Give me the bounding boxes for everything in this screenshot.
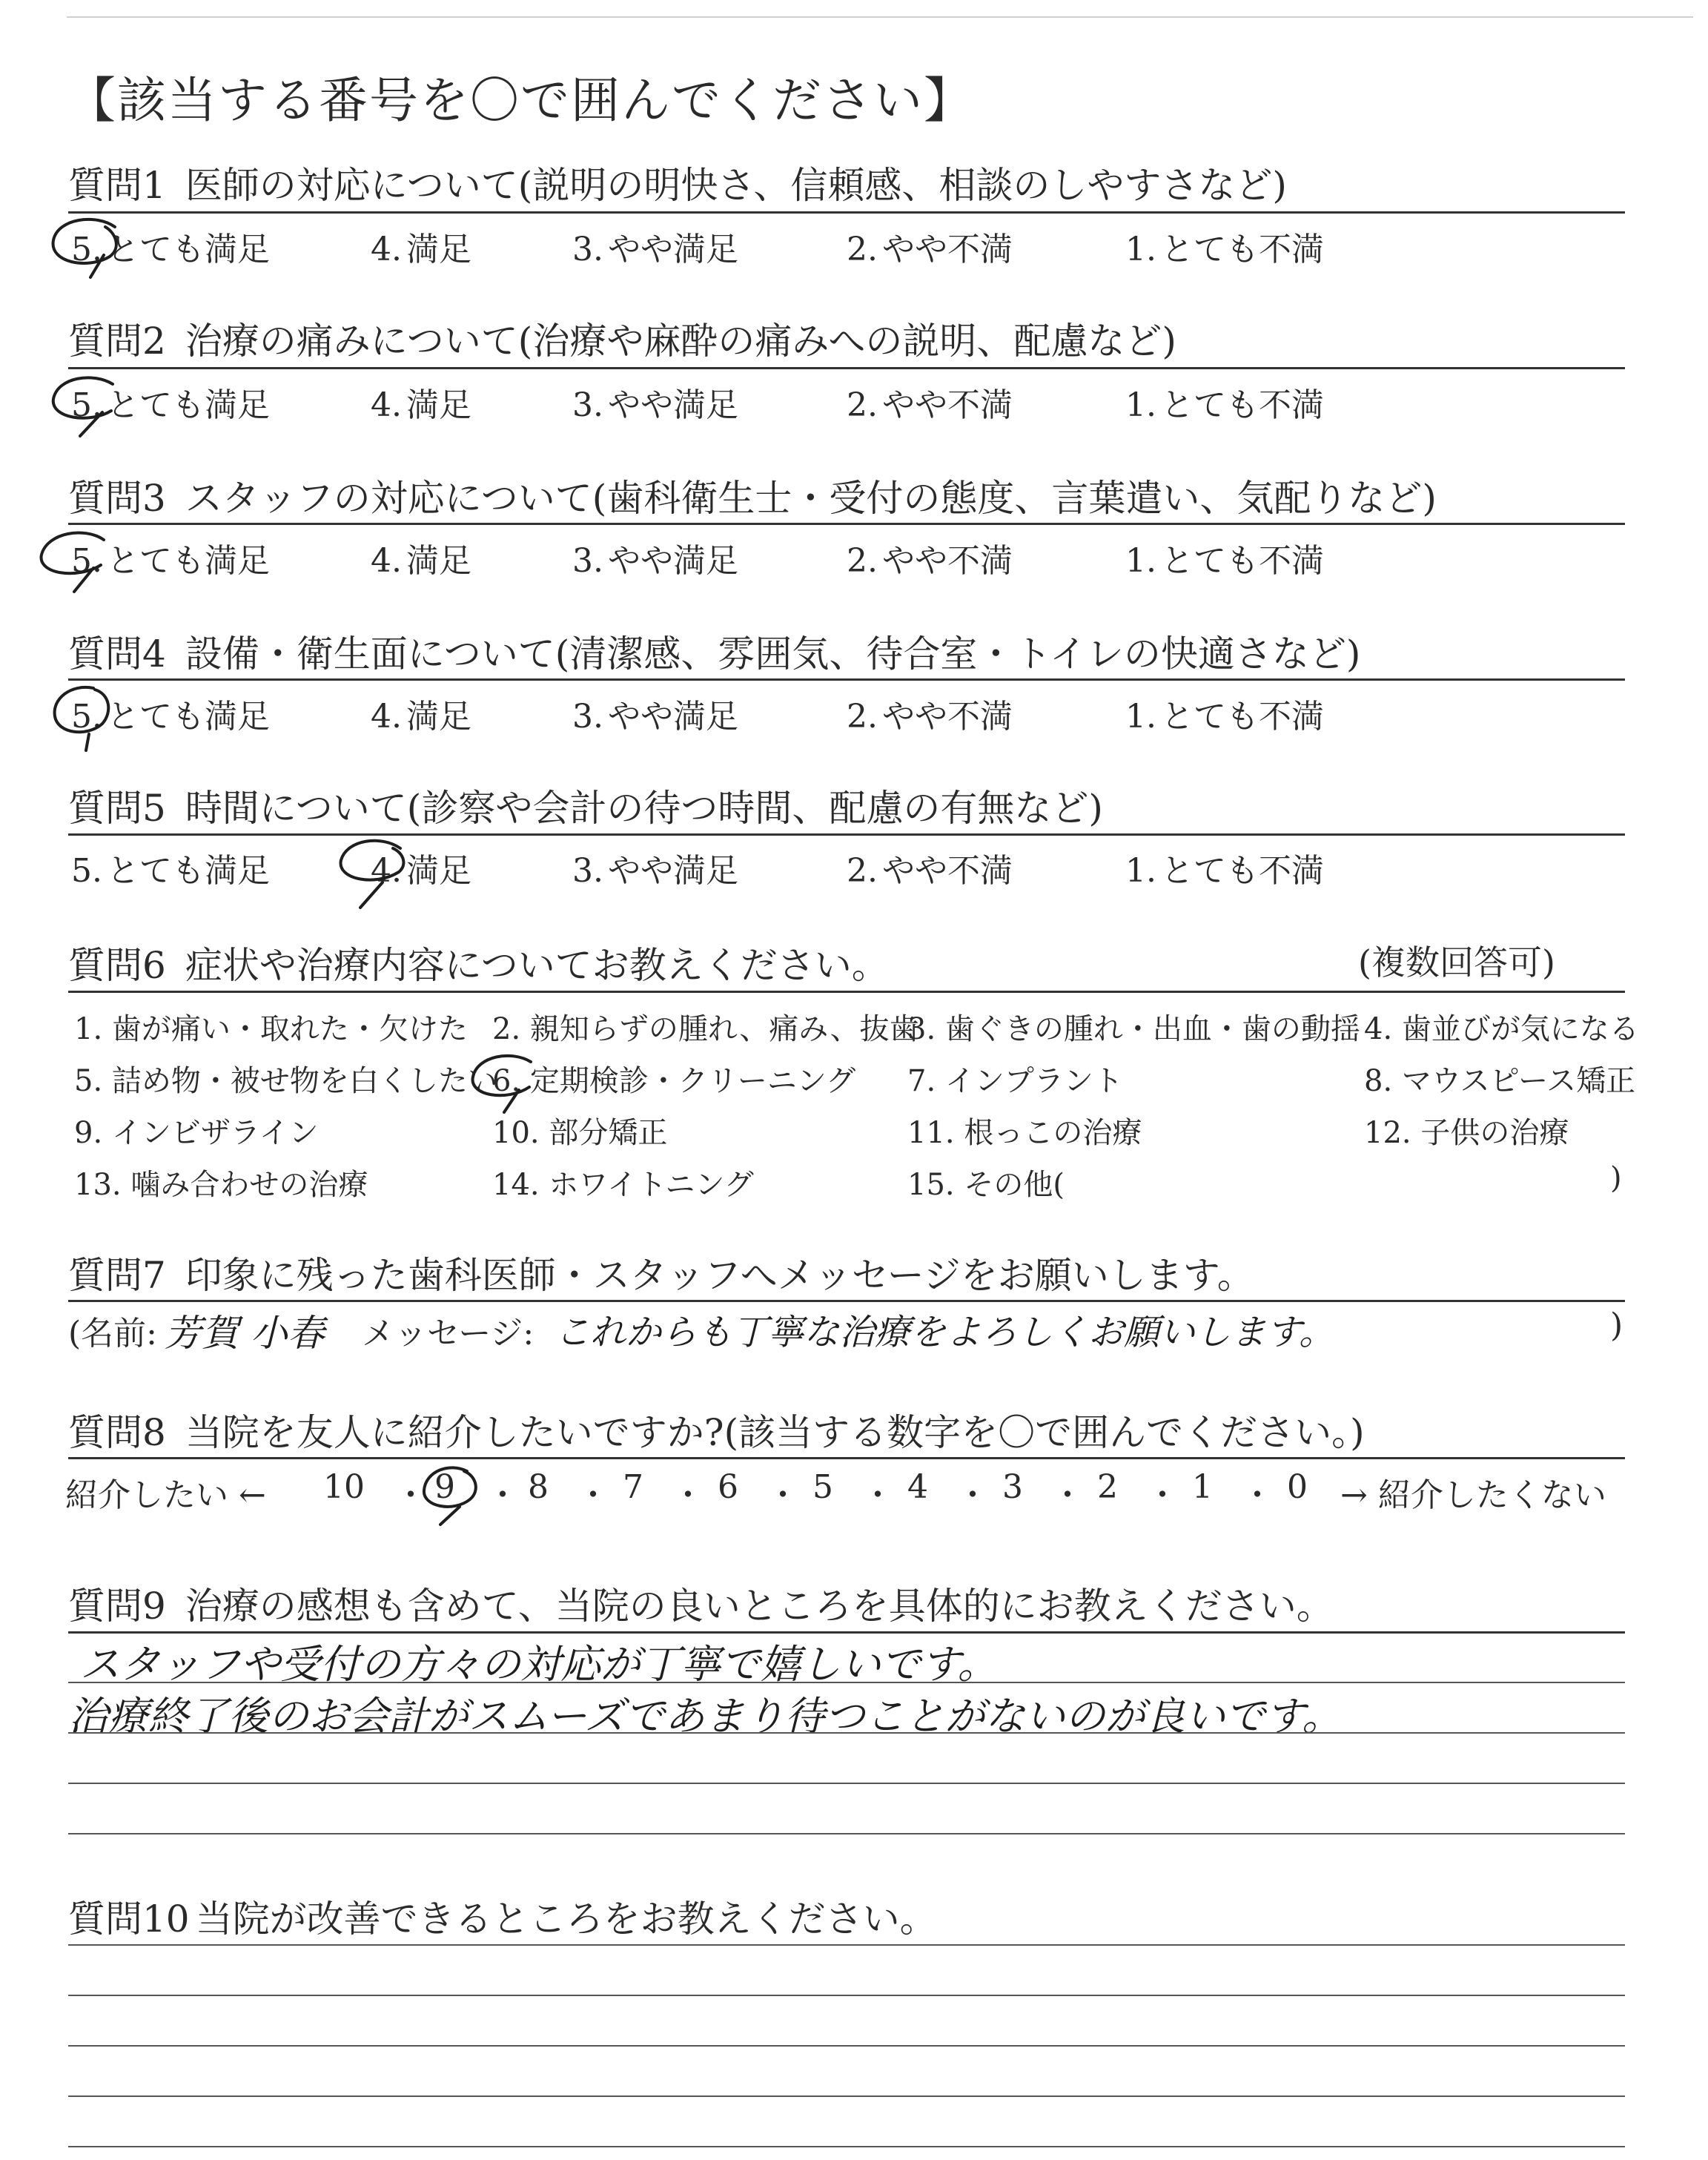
q6-title [68,936,889,989]
q1-option-2[interactable]: 2. やや不満 [847,231,1013,268]
q6-text: 症状や治療内容についてお教えください。 [185,944,889,987]
q3-title [68,469,1437,522]
q7-text: 印象に残った歯科医師・スタッフへメッセージをお願いします。 [185,1254,1254,1297]
q2-text: 治療の痛みについて(治療や麻酔の痛みへの説明、配慮など) [185,320,1176,363]
q7-message-label: メッセージ: [362,1315,534,1353]
q4-option-1[interactable]: 1. とても不満 [1125,698,1324,736]
q4-rule [68,678,1625,681]
page-header: 【該当する番号を〇で囲んでください】 [67,72,974,129]
q9-number: 質問9 [68,1585,166,1628]
q7-number: 質問7 [68,1254,166,1297]
q4-text: 設備・衛生面について(清潔感、雰囲気、待合室・トイレの快適さなど) [185,633,1361,676]
q8-text: 当院を友人に紹介したいですか?(該当する数字を〇で囲んでください。) [185,1411,1365,1454]
q5-number: 質問5 [68,787,166,830]
q6-item-10[interactable]: 10. 部分矯正 [492,1116,668,1150]
q3-rule [68,523,1625,525]
q8-scale-7[interactable]: 7 [623,1468,643,1506]
q2-option-3[interactable]: 3. やや満足 [572,386,738,424]
q6-item-15[interactable]: 15. その他( [907,1168,1065,1202]
q8-dot: ・ [1051,1476,1084,1514]
q8-number: 質問8 [68,1411,166,1454]
q9-answer-line-1[interactable]: スタッフや受付の方々の対応が丁寧で嬉しいです。 [80,1641,998,1688]
q6-item-6[interactable]: 6. 定期検診・クリーニング [492,1064,856,1098]
q6-rule [68,991,1625,993]
q2-option-5[interactable]: 5. とても満足 [71,386,270,424]
q3-option-3[interactable]: 3. やや満足 [572,542,738,580]
q10-line[interactable] [68,1944,1625,1946]
q8-scale-2[interactable]: 2 [1097,1468,1118,1506]
q7-name-value[interactable]: 芳賀 小春 [165,1312,325,1355]
q4-option-5[interactable]: 5. とても満足 [71,698,270,736]
q1-option-4[interactable]: 4. 満足 [371,231,471,268]
q2-option-1[interactable]: 1. とても不満 [1125,386,1324,424]
q5-option-1[interactable]: 1. とても不満 [1125,852,1324,890]
q8-dot: ・ [956,1476,989,1514]
q1-option-3[interactable]: 3. やや満足 [572,231,738,268]
q6-item-13[interactable]: 13. 噛み合わせの治療 [74,1168,368,1202]
q8-title [68,1403,1365,1456]
q10-line[interactable] [68,2146,1625,2147]
q10-line[interactable] [68,2095,1625,2097]
q6-item-2[interactable]: 2. 親知らずの腫れ、痛み、抜歯 [492,1012,919,1046]
q1-text: 医師の対応について(説明の明快さ、信頼感、相談のしやすさなど) [185,164,1287,207]
q8-dot: ・ [394,1476,427,1514]
q4-option-4[interactable]: 4. 満足 [371,698,471,736]
q6-item-8[interactable]: 8. マウスピース矯正 [1364,1064,1636,1098]
q9-line [68,1682,1625,1683]
q5-option-5[interactable]: 5. とても満足 [71,852,270,890]
q1-rule [68,211,1625,214]
q5-rule [68,833,1625,836]
q8-dot: ・ [1146,1476,1179,1514]
q8-left-label: 紹介したい ← [65,1476,266,1514]
q10-title [68,1889,937,1943]
q2-rule [68,367,1625,369]
q10-number: 質問10 [68,1898,190,1941]
q2-option-4[interactable]: 4. 満足 [371,386,471,424]
q6-item-14[interactable]: 14. ホワイトニング [492,1168,754,1202]
q4-number: 質問4 [68,633,166,676]
q8-scale-9[interactable]: 9 [434,1468,455,1506]
q10-line[interactable] [68,2045,1625,2047]
q6-item-4[interactable]: 4. 歯並びが気になる [1364,1012,1639,1046]
q1-title [68,156,1287,209]
q7-name-label: (名前: [68,1315,157,1353]
q5-text: 時間について(診察や会計の待つ時間、配慮の有無など) [185,787,1103,830]
q2-option-2[interactable]: 2. やや不満 [847,386,1013,424]
q4-option-2[interactable]: 2. やや不満 [847,698,1013,736]
q3-option-2[interactable]: 2. やや不満 [847,542,1013,580]
q8-scale-3[interactable]: 3 [1002,1468,1023,1506]
q8-scale-6[interactable]: 6 [718,1468,738,1506]
q1-option-5[interactable]: 5. とても満足 [71,231,270,268]
q6-multiple-note: (複数回答可) [1358,942,1555,982]
q1-number: 質問1 [68,164,166,207]
q3-option-4[interactable]: 4. 満足 [371,542,471,580]
q9-title [68,1576,1334,1630]
q6-item-1[interactable]: 1. 歯が痛い・取れた・欠けた [74,1012,468,1046]
q6-item-5[interactable]: 5. 詰め物・被せ物を白くしたい [74,1064,497,1098]
q8-dot: ・ [767,1476,799,1514]
q8-dot: ・ [861,1476,894,1514]
q7-close-paren: ) [1610,1307,1623,1344]
q2-number: 質問2 [68,320,166,363]
q8-dot: ・ [672,1476,704,1514]
q8-scale-0[interactable]: 0 [1287,1468,1308,1506]
q9-line [68,1732,1625,1734]
q2-title [68,311,1176,365]
q5-option-4[interactable]: 4. 満足 [371,852,471,890]
q8-rule [68,1457,1625,1459]
q3-text: スタッフの対応について(歯科衛生士・受付の態度、言葉遣い、気配りなど) [185,477,1437,520]
q8-scale-4[interactable]: 4 [907,1468,928,1506]
q7-rule [68,1300,1625,1302]
q8-dot: ・ [1241,1476,1274,1514]
q5-title [68,779,1103,832]
q5-option-3[interactable]: 3. やや満足 [572,852,738,890]
q3-option-1[interactable]: 1. とても不満 [1125,542,1324,580]
q9-line [68,1783,1625,1784]
q8-scale-5[interactable]: 5 [812,1468,833,1506]
q6-item-7[interactable]: 7. インプラント [907,1064,1123,1098]
q7-message-value[interactable]: これからも丁寧な治療をよろしくお願いします。 [555,1312,1335,1353]
q8-scale-8[interactable]: 8 [528,1468,549,1506]
q10-text: 当院が改善できるところをお教えください。 [195,1898,937,1941]
q9-text: 治療の感想も含めて、当院の良いところを具体的にお教えください。 [185,1585,1334,1628]
q8-right-label: → 紹介したくない [1340,1476,1606,1514]
q6-item-12[interactable]: 12. 子供の治療 [1364,1116,1569,1150]
q9-answer-line-2[interactable]: 治療終了後のお会計がスムーズであまり待つことがないのが良いです。 [68,1693,1343,1740]
top-divider [67,16,1693,18]
q5-option-2[interactable]: 2. やや不満 [847,852,1013,890]
q4-option-3[interactable]: 3. やや満足 [572,698,738,736]
q6-item-15-close: ) [1610,1161,1622,1195]
q6-number: 質問6 [68,944,166,987]
q1-option-1[interactable]: 1. とても不満 [1125,231,1324,268]
q6-item-3[interactable]: 3. 歯ぐきの腫れ・出血・歯の動揺 [907,1012,1360,1046]
q8-scale-1[interactable]: 1 [1192,1468,1213,1506]
q8-dot: ・ [486,1476,519,1514]
q3-option-5[interactable]: 5. とても満足 [71,542,270,580]
q8-dot: ・ [577,1476,609,1514]
q4-title [68,624,1360,678]
q3-number: 質問3 [68,477,166,520]
q6-item-11[interactable]: 11. 根っこの治療 [907,1116,1142,1150]
q8-scale-10[interactable]: 10 [323,1468,365,1506]
q6-item-9[interactable]: 9. インビザライン [74,1116,319,1150]
q9-line [68,1833,1625,1834]
q10-line[interactable] [68,1995,1625,1996]
q7-title [68,1246,1254,1299]
